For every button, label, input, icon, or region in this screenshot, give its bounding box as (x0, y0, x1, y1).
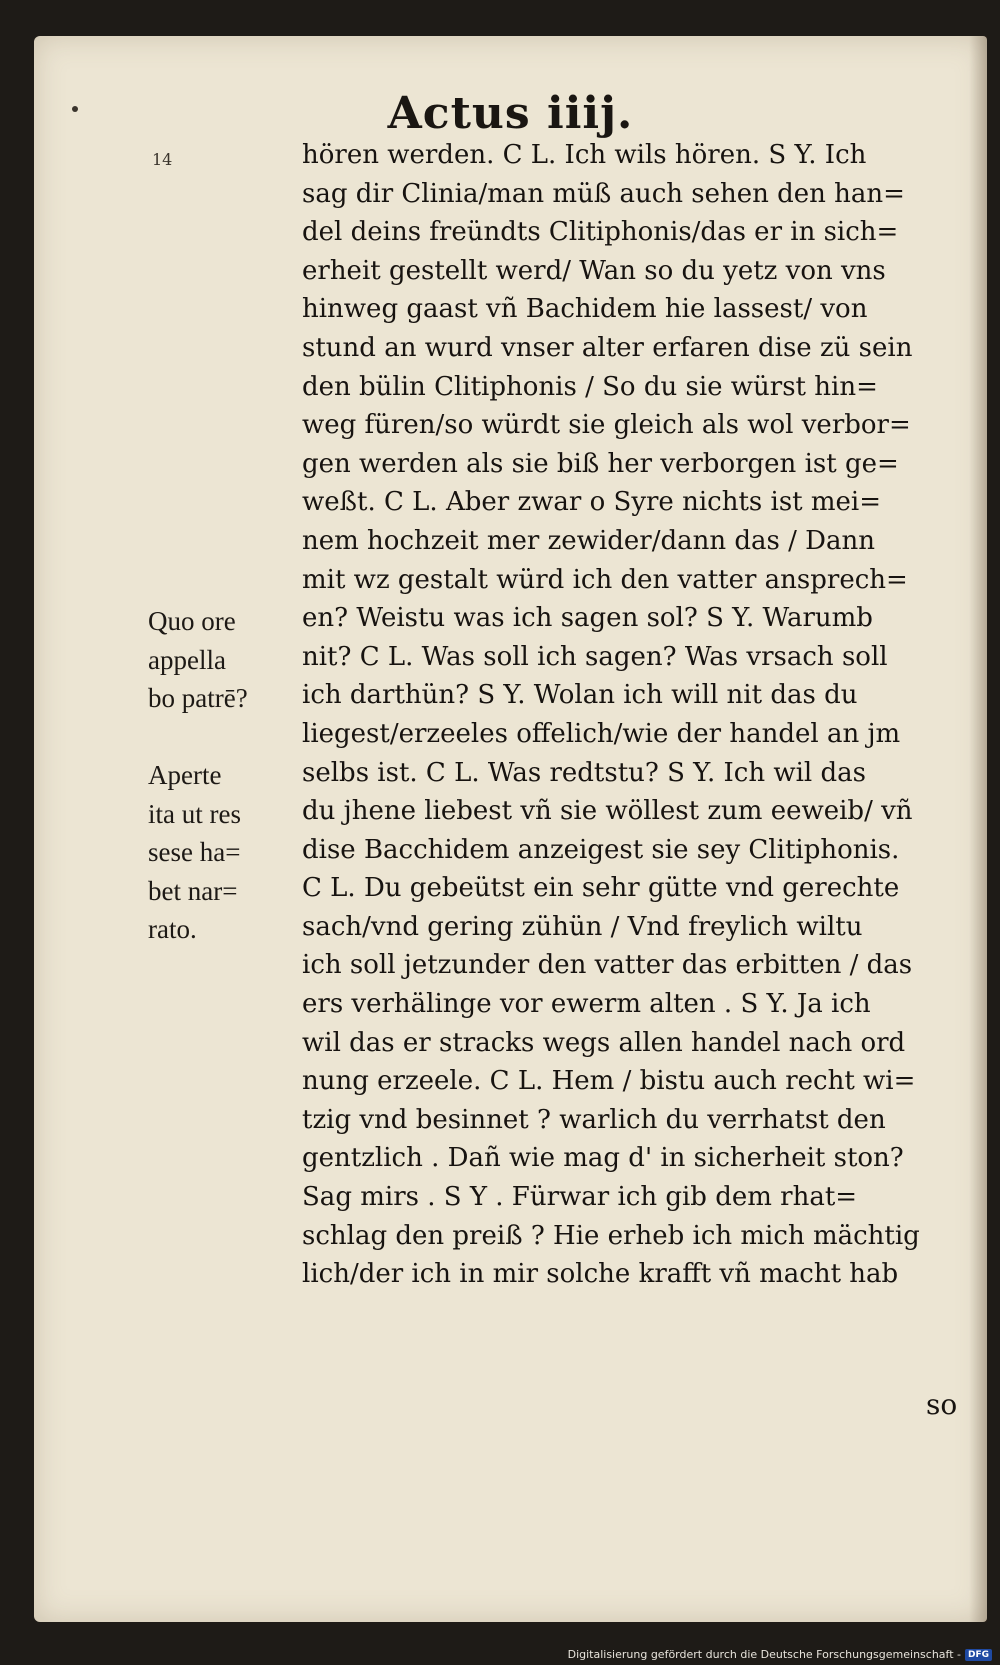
text-line: selbs ist. C L. Was redtstu? S Y. Ich wil das (302, 757, 867, 788)
text-line: dise Bacchidem anzeigest sie sey Clitiphonis. (302, 834, 900, 865)
text-line: schlag den preiß ? Hie erheb ich mich mächtig (302, 1220, 920, 1251)
marginal-note-2 (148, 756, 298, 949)
text-line: liegest/erzeeles offelich/wie der handel an jm (302, 718, 901, 749)
catchword: so (926, 1388, 958, 1421)
marginal-line: Aperte (148, 760, 222, 790)
text-line: sag dir Clinia/man müß auch sehen den han= (302, 178, 905, 209)
page-number: 14 (152, 150, 173, 169)
marginal-line: sese ha= (148, 837, 241, 868)
dfg-logo: DFG (965, 1649, 992, 1661)
marginal-line: Quo ore (148, 606, 236, 636)
text-line: du jhene liebest vñ sie wöllest zum eeweib/ vñ (302, 796, 913, 827)
text-line: sach/vnd gering zühün / Vnd freylich wiltu (302, 911, 863, 942)
text-line: ers verhälinge vor ewerm alten . S Y. Ja ich (302, 989, 871, 1020)
body-text (302, 136, 1000, 1294)
marginal-line: bet nar= (148, 875, 238, 906)
text-line: nung erzeele. C L. Hem / bistu auch recht wi= (302, 1066, 916, 1097)
text-line: lich/der ich in mir solche krafft vñ macht hab (302, 1259, 899, 1290)
text-line: del deins freündts Clitiphonis/das er in sich= (302, 217, 899, 248)
text-line: den bülin Clitiphonis / So du sie würst hin= (302, 371, 878, 402)
marginal-line: bo patrē? (148, 683, 248, 714)
text-line: weßt. C L. Aber zwar o Syre nichts ist mei= (302, 487, 882, 518)
marginal-note-1 (148, 602, 298, 718)
text-line: erheit gestellt werd/ Wan so du yetz von vns (302, 255, 886, 286)
text-line: ich darthün? S Y. Wolan ich will nit das du (302, 680, 858, 711)
text-line: Sag mirs . S Y . Fürwar ich gib dem rhat= (302, 1182, 858, 1213)
book-page (34, 36, 987, 1622)
text-line: tzig vnd besinnet ? warlich du verrhatst den (302, 1104, 886, 1135)
text-line: weg füren/so würdt sie gleich als wol verbor= (302, 410, 911, 441)
text-line: gentzlich . Dañ wie mag d' in sicherheit ston? (302, 1143, 904, 1174)
running-head: Actus iiij. (387, 88, 634, 139)
marginal-line: appella (148, 644, 226, 675)
text-line: en? Weistu was ich sagen sol? S Y. Warumb (302, 603, 873, 634)
marginal-line: rato. (148, 914, 197, 945)
marginal-line: ita ut res (148, 798, 241, 829)
text-line: hinweg gaast vñ Bachidem hie lassest/ von (302, 294, 868, 325)
text-line: stund an wurd vnser alter erfaren dise zü sein (302, 332, 913, 363)
text-line: mit wz gestalt würd ich den vatter ansprech= (302, 564, 908, 595)
footer-credit (568, 1648, 992, 1661)
text-line: hören werden. C L. Ich wils hören. S Y. Ich (302, 140, 867, 170)
footer-text: Digitalisierung gefördert durch die Deutsche Forschungsgemeinschaft - (567, 1648, 961, 1661)
text-line: ich soll jetzunder den vatter das erbitten / das (302, 950, 913, 981)
text-line: nit? C L. Was soll ich sagen? Was vrsach soll (302, 641, 888, 672)
text-line: nem hochzeit mer zewider/dann das / Dann (302, 525, 875, 556)
text-line: C L. Du gebeütst ein sehr gütte vnd gerechte (302, 873, 900, 904)
text-line: gen werden als sie biß her verborgen ist ge= (302, 448, 899, 479)
text-line: wil das er stracks wegs allen handel nach ord (302, 1027, 906, 1058)
